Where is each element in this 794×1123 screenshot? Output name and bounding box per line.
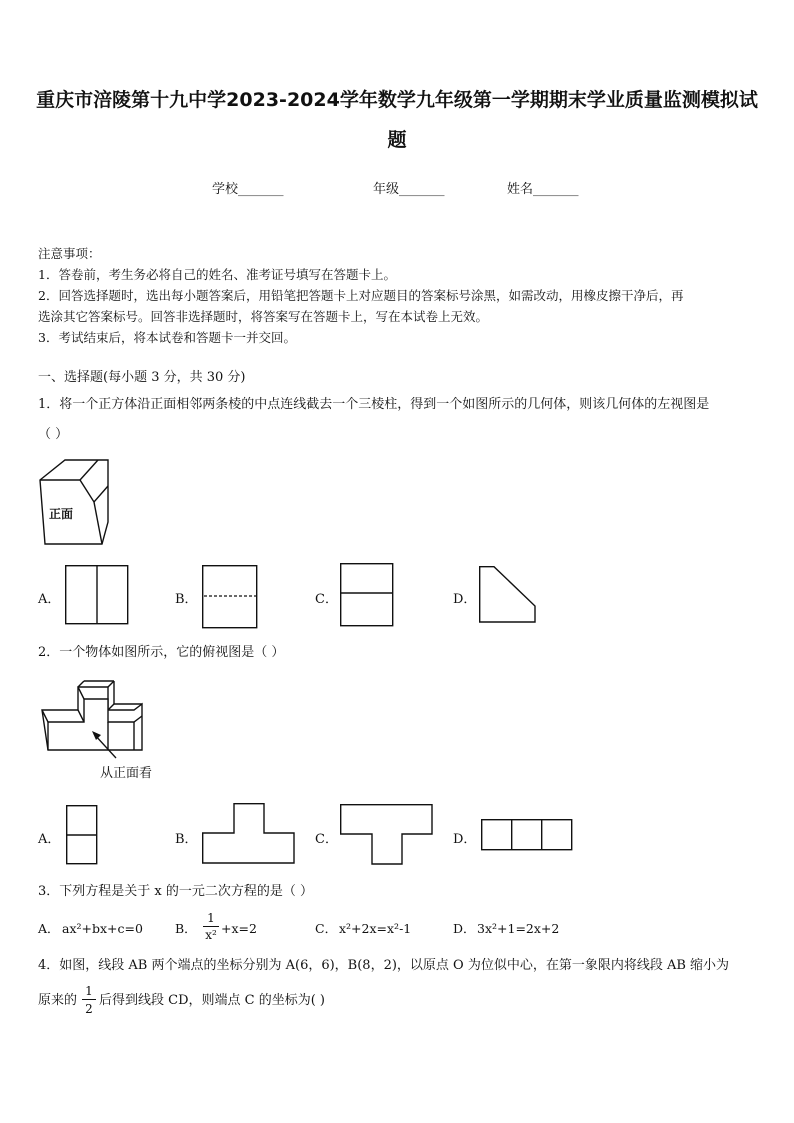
q3-option-d-label[interactable]: D．	[453, 921, 476, 936]
name-field: 姓名_______	[507, 182, 579, 197]
question-4-text-pre: 原来的	[38, 993, 78, 1008]
q2-option-b-figure	[202, 803, 296, 865]
q3-option-b-label[interactable]: B．	[175, 921, 197, 936]
arrow-icon	[88, 728, 120, 760]
q1-option-a-figure	[65, 565, 129, 625]
q2-option-d-label[interactable]: D．	[453, 832, 477, 847]
q1-option-b-label[interactable]: B．	[175, 592, 198, 607]
page-title: 重庆市涪陵第十九中学2023-2024学年数学九年级第一学期期末学业质量监测模拟试	[36, 89, 758, 111]
q3-option-c-text: x²+2x=x²-1	[339, 921, 412, 936]
q3-option-c-label[interactable]: C．	[315, 921, 338, 936]
q1-option-c-label[interactable]: C．	[315, 592, 338, 607]
page-title-cont: 题	[387, 129, 407, 151]
q2-option-c-label[interactable]: C．	[315, 832, 338, 847]
q2-figure-label: 从正面看	[100, 766, 153, 781]
q2-option-b-label[interactable]: B．	[175, 832, 198, 847]
q3-option-a-label[interactable]: A．	[38, 921, 60, 936]
notice-item-1: 1．答卷前，考生务必将自己的姓名、准考证号填写在答题卡上。	[38, 267, 396, 282]
notice-item-2: 2．回答选择题时，选出每小题答案后，用铅笔把答题卡上对应题目的答案标号涂黑，如需改动，用橡皮擦干净后，再	[38, 288, 684, 303]
q3-option-d-text: 3x²+1=2x+2	[477, 921, 560, 936]
q3-fraction-bar	[203, 926, 219, 927]
q3-option-a-text: ax²+bx+c=0	[62, 921, 143, 936]
q1-solid-figure	[38, 458, 118, 548]
q1-option-d-label[interactable]: D．	[453, 592, 477, 607]
q1-option-a-label[interactable]: A．	[38, 592, 61, 607]
q2-option-d-figure	[481, 819, 573, 852]
question-2-text: 2．一个物体如图所示，它的俯视图是（ ）	[38, 645, 285, 660]
grade-field: 年级_______	[373, 182, 445, 197]
question-1-text: 1．将一个正方体沿正面相邻两条棱的中点连线截去一个三棱柱，得到一个如图所示的几何体，则该几何体的左视图是	[38, 397, 710, 412]
q2-option-a-figure	[66, 805, 98, 865]
q4-fraction-denominator: 2	[85, 1002, 93, 1016]
q2-option-a-label[interactable]: A．	[38, 832, 61, 847]
question-4-text-post: 后得到线段 CD，则端点 C 的坐标为( )	[99, 993, 325, 1008]
question-3-text: 3．下列方程是关于 x 的一元二次方程的是（ ）	[38, 884, 313, 899]
school-field: 学校_______	[212, 182, 284, 197]
q4-fraction-bar	[82, 999, 96, 1000]
q1-option-b-figure	[202, 565, 258, 629]
q3-option-b-denominator: x²	[205, 928, 217, 942]
q4-fraction-numerator: 1	[85, 984, 93, 998]
q1-option-c-figure	[340, 563, 394, 627]
notice-item-2-cont: 选涂其它答案标号。回答非选择题时，将答案写在答题卡上，写在本试卷上无效。	[38, 309, 489, 324]
q2-option-c-figure	[340, 804, 434, 866]
q1-figure-label: 正面	[49, 507, 74, 521]
section-heading: 一、选择题(每小题 3 分，共 30 分)	[38, 370, 246, 385]
q3-option-b-numerator: 1	[207, 911, 215, 925]
notice-heading: 注意事项：	[38, 246, 101, 261]
q3-option-b-text: +x=2	[221, 921, 257, 936]
question-1-blank: （ ）	[38, 427, 69, 442]
notice-item-3: 3．考试结束后，将本试卷和答题卡一并交回。	[38, 330, 296, 345]
question-4-text: 4．如图，线段 AB 两个端点的坐标分别为 A(6，6)，B(8，2)，以原点 O 为位似中心，在第一象限内将线段 AB 缩小为	[38, 958, 730, 973]
q1-option-d-figure	[479, 566, 537, 624]
